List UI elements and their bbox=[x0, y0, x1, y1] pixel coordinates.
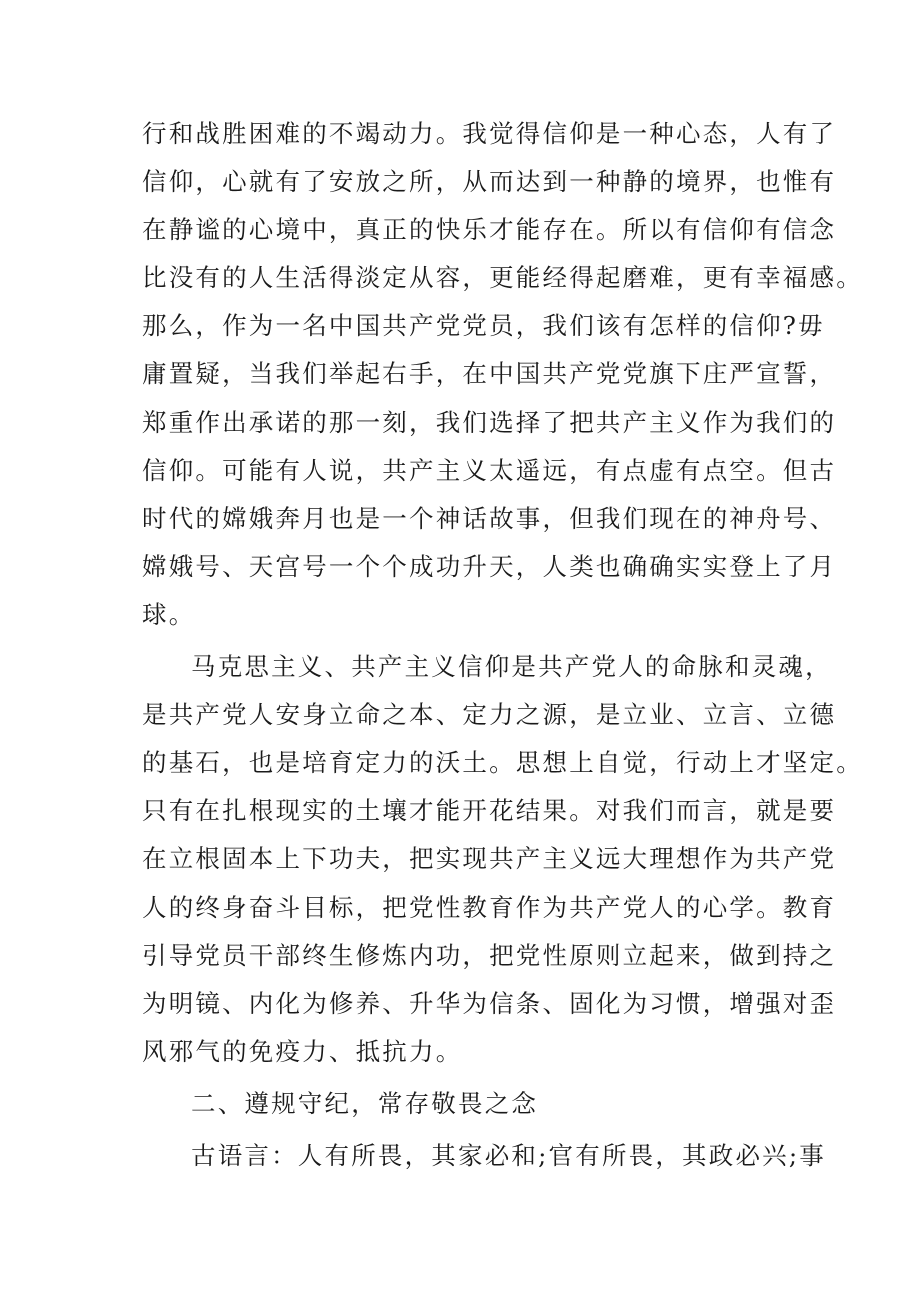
paragraph-line: 时代的嫦娥奔月也是一个神话故事，但我们现在的神舟号、 bbox=[142, 503, 837, 533]
paragraph-line: 为明镜、内化为修养、升华为信条、固化为习惯，增强对歪 bbox=[142, 988, 837, 1018]
paragraph-line: 只有在扎根现实的土壤才能开花结果。对我们而言，就是要 bbox=[142, 796, 837, 826]
paragraph-line: 的基石，也是培育定力的沃土。思想上自觉，行动上才坚定。 bbox=[142, 748, 863, 778]
paragraph-line: 郑重作出承诺的那一刻，我们选择了把共产主义作为我们的 bbox=[142, 407, 837, 437]
paragraph-line: 球。 bbox=[142, 599, 196, 629]
paragraph-line: 马克思主义、共产主义信仰是共产党人的命脉和灵魂， bbox=[191, 652, 832, 682]
paragraph-line: 古语言：人有所畏，其家必和;官有所畏，其政必兴;事 bbox=[191, 1140, 827, 1170]
paragraph-line: 风邪气的免疫力、抵抗力。 bbox=[142, 1036, 463, 1066]
paragraph-line: 在立根固本上下功夫，把实现共产主义远大理想作为共产党 bbox=[142, 844, 837, 874]
paragraph-line: 那么，作为一名中国共产党党员，我们该有怎样的信仰?毋 bbox=[142, 311, 825, 341]
paragraph-1 bbox=[142, 110, 863, 639]
paragraph-line: 信仰。可能有人说，共产主义太遥远，有点虚有点空。但古 bbox=[142, 455, 837, 485]
paragraph-line: 庸置疑，当我们举起右手，在中国共产党党旗下庄严宣誓， bbox=[142, 359, 837, 389]
paragraph-line: 嫦娥号、天宫号一个个成功升天，人类也确确实实登上了月 bbox=[142, 551, 837, 581]
paragraph-2 bbox=[142, 643, 863, 1076]
paragraph-line: 人的终身奋斗目标，把党性教育作为共产党人的心学。教育 bbox=[142, 892, 837, 922]
section-heading: 二、遵规守纪，常存敬畏之念 bbox=[191, 1088, 539, 1118]
paragraph-line: 比没有的人生活得淡定从容，更能经得起磨难，更有幸福感。 bbox=[142, 263, 863, 293]
paragraph-line: 信仰，心就有了安放之所，从而达到一种静的境界，也惟有 bbox=[142, 167, 837, 197]
document-body bbox=[142, 110, 863, 1180]
paragraph-line: 在静谧的心境中，真正的快乐才能存在。所以有信仰有信念 bbox=[142, 215, 837, 245]
paragraph-3 bbox=[142, 1132, 827, 1180]
paragraph-line: 行和战胜困难的不竭动力。我觉得信仰是一种心态，人有了 bbox=[142, 119, 837, 148]
paragraph-line: 是共产党人安身立命之本、定力之源，是立业、立言、立德 bbox=[142, 700, 837, 730]
paragraph-line: 引导党员干部终生修炼内功，把党性原则立起来，做到持之 bbox=[142, 940, 837, 970]
